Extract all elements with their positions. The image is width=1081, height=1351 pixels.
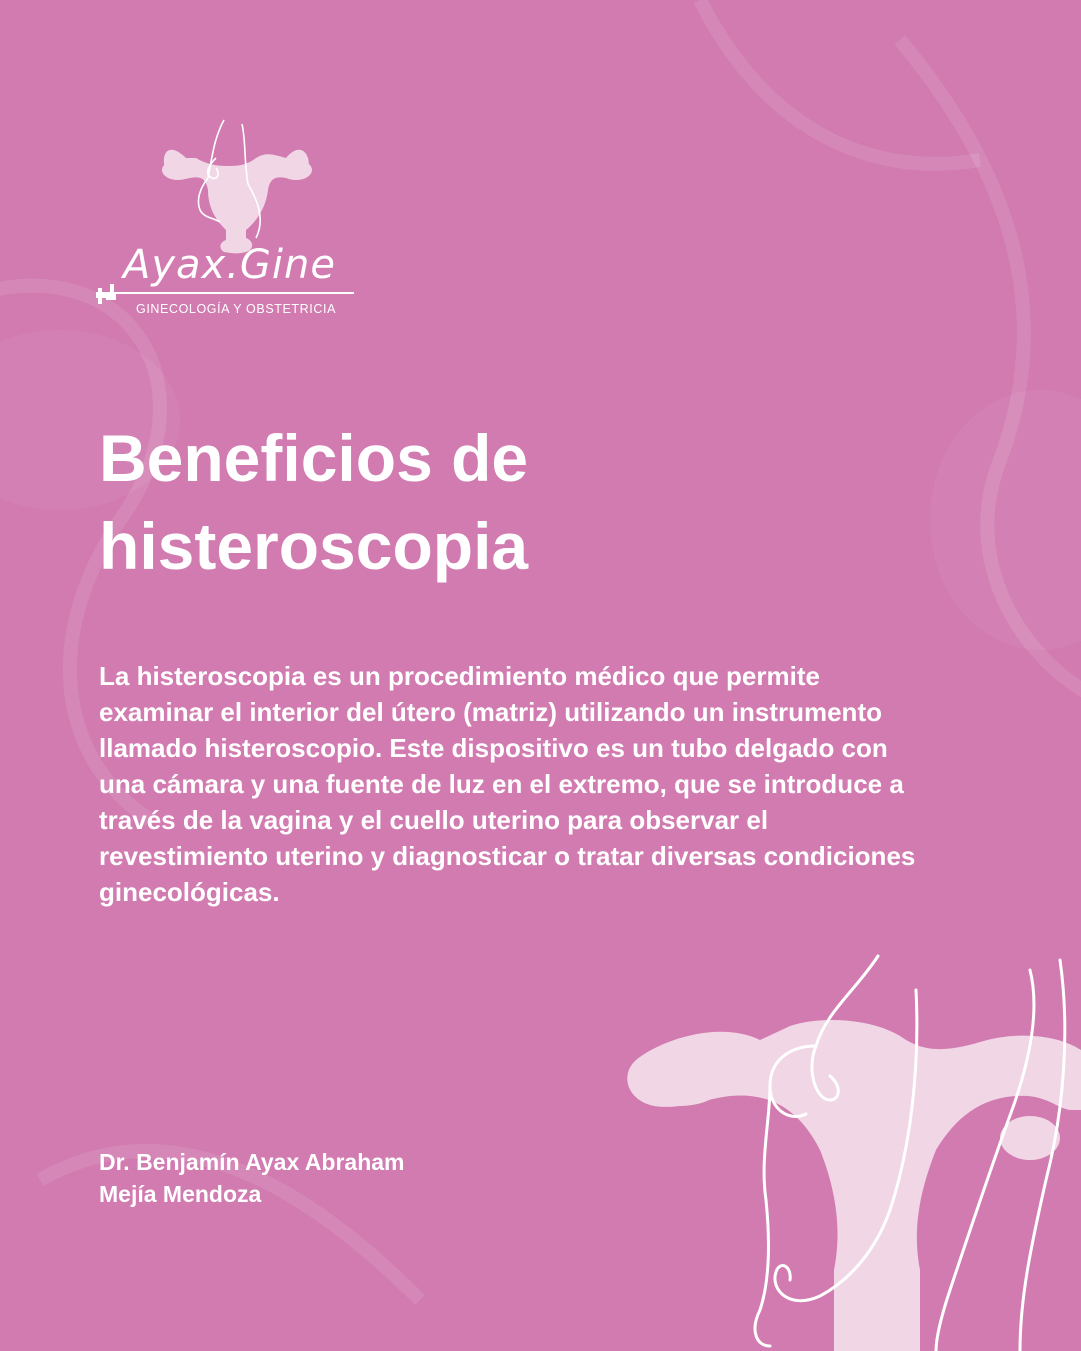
- brand-tagline: GINECOLOGÍA Y OBSTETRICIA: [136, 302, 337, 316]
- author-line-1: Dr. Benjamín Ayax Abraham: [99, 1149, 405, 1175]
- author-block: [99, 1146, 579, 1210]
- logo-divider: [96, 292, 354, 294]
- hysteroscope-icon: [96, 284, 116, 304]
- body-paragraph: La histeroscopia es un procedimiento médico que permite examinar el interior del útero (matriz) utilizando un instrumento llamado histeroscopio. Este dispositivo es un tubo delgado con una cámara y una fuente de luz en el extremo, que se introduce a través de la vagina y el cuello uterino para observar el revestimiento uterino y diagnosticar o tratar diversas condiciones ginecológicas.: [99, 661, 916, 907]
- brand-name: Ayax.Gine: [123, 242, 337, 288]
- uterus-logo-icon: [96, 118, 366, 328]
- brand-logo: [96, 118, 366, 328]
- uterus-illustration-icon: [620, 950, 1081, 1351]
- author-line-2: Mejía Mendoza: [99, 1181, 262, 1207]
- page-title: Beneficios de histeroscopia: [99, 421, 529, 583]
